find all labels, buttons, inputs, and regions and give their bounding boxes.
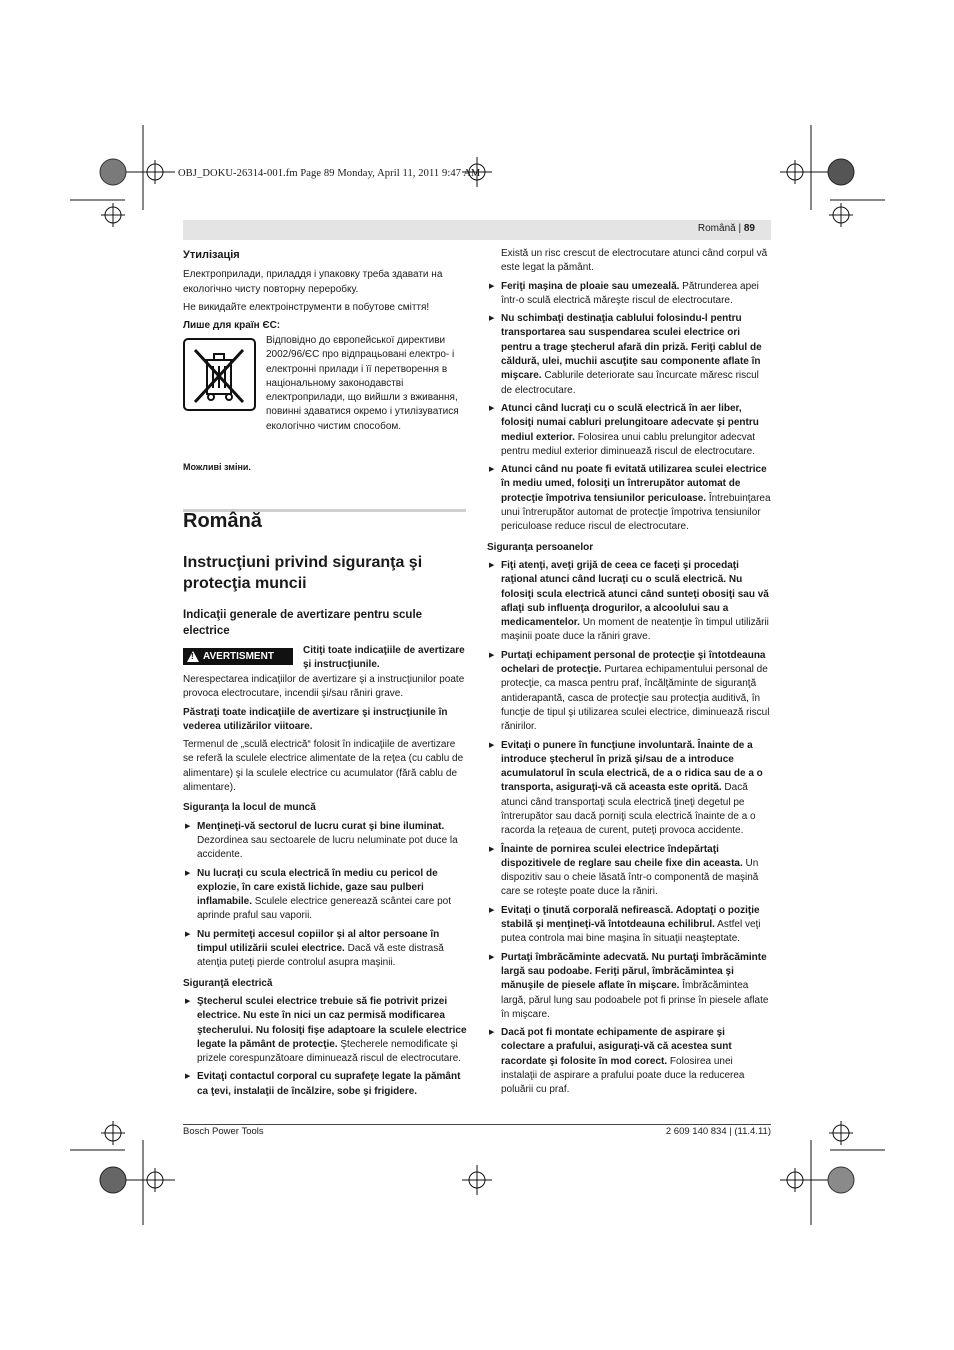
language-title: Română: [183, 510, 262, 532]
header-text: [698, 223, 755, 234]
header-separator: |: [738, 223, 742, 234]
list-item: ▶ Fiţi atenţi, aveţi grijă de ceea ce faceţi şi procedaţi raţional atunci când lucraţi cu o sculă electrică. Nu folosiţi scula electrică atunci când sunteţi obosiţi sau vă aflaţi sub influenţa drogurilor, a alcoolului sau a medicamentelor. Un moment de neatenţie în timpul utilizării maşinii poate duce la răniri grave.: [487, 559, 771, 645]
footer-divider: [183, 1124, 771, 1125]
file-stamp: OBJ_DOKU-26314-001.fm Page 89 Monday, April 11, 2011 9:47 AM: [178, 168, 481, 179]
page-header: [183, 220, 771, 240]
keep-instructions: Păstraţi toate indicaţiile de avertizare şi instrucţiunile în vederea utilizărilor viitoare.: [183, 706, 448, 732]
work-area-list: [183, 820, 467, 971]
electrical-list-left: [183, 995, 467, 1099]
disposal-paragraph-2: Не викидайте електроінструменти в побутове сміття!: [183, 301, 430, 313]
electrical-list-right: [487, 280, 771, 535]
electrical-heading: Siguranţă electrică: [183, 977, 273, 989]
list-item: ▶ Nu permiteţi accesul copiilor şi al altor persoane în timpul utilizării sculei electrice. Dacă vă este distrasă atenţia puteţi pierde controlul asupra maşinii.: [183, 928, 467, 971]
continuation-text: Există un risc crescut de electrocutare atunci când corpul vă este legat la pământ.: [501, 248, 768, 274]
list-item: ▶ Menţineţi-vă sectorul de lucru curat şi bine iluminat. Dezordinea sau sectoarele de lucru neluminate pot duce la accidente.: [183, 820, 467, 863]
romanian-left-body: [183, 673, 467, 1103]
personal-heading: Siguranţa persoanelor: [487, 541, 594, 553]
work-area-heading: Siguranţa la locul de muncă: [183, 802, 316, 814]
warning-bold: Citiţi toate indicaţiile de avertizare şi instrucţiunile.: [303, 645, 465, 671]
section-title: Instrucţiuni privind siguranţa şi protecţia muncii: [183, 554, 423, 592]
page-number: 89: [743, 223, 755, 234]
list-item: ▶ Nu lucraţi cu scula electrică în mediu cu pericol de explozie, în care există lichide, gaze sau pulberi inflamabile. Sculele electrice generează scântei care pot aprinde praful sau vaporii.: [183, 867, 467, 924]
disposal-heading: Утилізація: [183, 249, 240, 261]
list-item: ▶ Atunci când lucraţi cu o sculă electrică în aer liber, folosiţi numai cabluri prelungitoare adecvate şi pentru mediul exterior. Folosirea unui cablu prelungitor adecvat pentru mediul exterior diminuează riscul de electrocutare.: [487, 402, 771, 459]
crossed-bin-icon: [183, 338, 256, 411]
warning-triangle-icon: !: [187, 651, 199, 662]
list-item: ▶ Înainte de pornirea sculei electrice îndepărtaţi dispozitivele de reglare sau cheile fixe din aceasta. Un dispozitiv sau o cheie lăsată într-o componentă de maşină care se roteşte poate duce la răniri.: [487, 843, 771, 900]
footer-brand: Bosch Power Tools: [183, 1126, 264, 1137]
eu-text: Відповідно до європейської директиви 2002/96/ЄС про відпрацьовані електро- і електронні прилади і її перетворення в національному законодавстві електроприлади, що вийшли з вживання, повинні здаватися окремо і утилізуватися екологічно чистим способом.: [266, 335, 459, 432]
romanian-right-body: [487, 247, 771, 1102]
list-item: ▶ Ştecherul sculei electrice trebuie să fie potrivit prizei electrice. Nu este în nici un caz permisă modificarea ştecherului. Nu folosiţi fişe adaptoare la sculele electrice legate la pământ de protecţie. Ştecherele nemodificate şi prizele corespunzătoare diminuează riscul de electrocutare.: [183, 995, 467, 1066]
warning-rest: Nerespectarea indicaţiilor de avertizare şi a instrucţiunilor poate provoca electrocutare, incendii şi/sau răniri grave.: [183, 674, 465, 700]
warning-badge-label: AVERTISMENT: [203, 651, 274, 662]
changes-note: Можливі зміни.: [183, 462, 251, 472]
term-definition: Termenul de „sculă electrică“ folosit în indicaţiile de avertizare se referă la sculele electrice alimentate de la reţea (cu cablu de alimentare) şi la sculele electrice cu acumulator (fără cablu de alimentare).: [183, 739, 464, 794]
list-item: ▶ Purtaţi echipament personal de protecţie şi întotdeauna ochelari de protecţie. Purtarea echipamentului personal de protecţie, ca masca pentru praf, încălţăminte de siguranţă antiderapantă, casca de protecţie sau protecţia auditivă, în funcţie de tipul şi utilizarea sculei electrice, diminuează riscul rănirilor.: [487, 649, 771, 735]
header-language: Română: [697, 223, 736, 234]
disposal-paragraph-1: Електроприлади, приладдя і упаковку треба здавати на екологічно чисту повторну переробку.: [183, 269, 443, 295]
list-item: ▶ Feriţi maşina de ploaie sau umezeală. Pătrunderea apei într-o sculă electrică măreşte riscul de electrocutare.: [487, 280, 771, 309]
list-item: ▶ Evitaţi o ţinută corporală nefirească. Adoptaţi o poziţie stabilă şi menţineţi-vă întotdeauna echilibrul. Astfel veţi putea controla mai bine maşina în situaţii neaşteptate.: [487, 904, 771, 947]
warning-badge: [183, 648, 293, 665]
disposal-section: [183, 248, 468, 337]
list-item: ▶ Evitaţi contactul corporal cu suprafeţe legate la pământ ca ţevi, instalaţii de încălzire, sobe şi frigidere.: [183, 1070, 467, 1099]
footer-doc-number: 2 609 140 834 | (11.4.11): [665, 1126, 771, 1137]
list-item: ▶ Atunci când nu poate fi evitată utilizarea sculei electrice în mediu umed, folosiţi un întrerupător automat de protecţie împotriva tensiunilor periculoase. Întrebuinţarea unui întrerupător automat de protecţie împotriva tensiunilor periculoase reduce riscul de electrocutare.: [487, 463, 771, 534]
list-item: ▶ Evitaţi o punere în funcţiune involuntară. Înainte de a introduce ştecherul în priză şi/sau de a introduce acumulatorul în scula electrică, de a o ridica sau de a o transporta, asiguraţi-vă că aceasta este oprită. Dacă atunci când transportaţi scula electrică ţineţi degetul pe întrerupător sau dacă porniţi scula electrică înainte de a o racorda la reţeaua de curent, puteţi provoca accidente.: [487, 739, 771, 839]
list-item: ▶ Dacă pot fi montate echipamente de aspirare şi colectare a prafului, asiguraţi-vă că acestea sunt racordate şi folosite în mod corect. Folosirea unei instalaţii de aspirare a prafului poate duce la reducerea poluării cu praf.: [487, 1026, 771, 1097]
list-item: ▶ Purtaţi îmbrăcăminte adecvată. Nu purtaţi îmbrăcăminte largă sau podoabe. Feriţi părul, îmbrăcămintea şi mănuşile de piesele aflate în mişcare. Îmbrăcămintea largă, părul lung sau podoabele pot fi prinse în piesele aflate în mişcare.: [487, 951, 771, 1022]
sub-title: Indicaţii generale de avertizare pentru scule electrice: [183, 609, 423, 637]
personal-list: [487, 559, 771, 1098]
eu-heading: Лише для країн ЄС:: [183, 320, 281, 332]
list-item: ▶ Nu schimbaţi destinaţia cablului folosindu-l pentru transportarea sau suspendarea sculei electrice ori pentru a trage ştecherul afară din priză. Feriţi cablul de căldură, ulei, muchii ascuţite sau componente aflate în mişcare. Cablurile deteriorate sau încurcate măresc riscul de electrocutare.: [487, 312, 771, 398]
